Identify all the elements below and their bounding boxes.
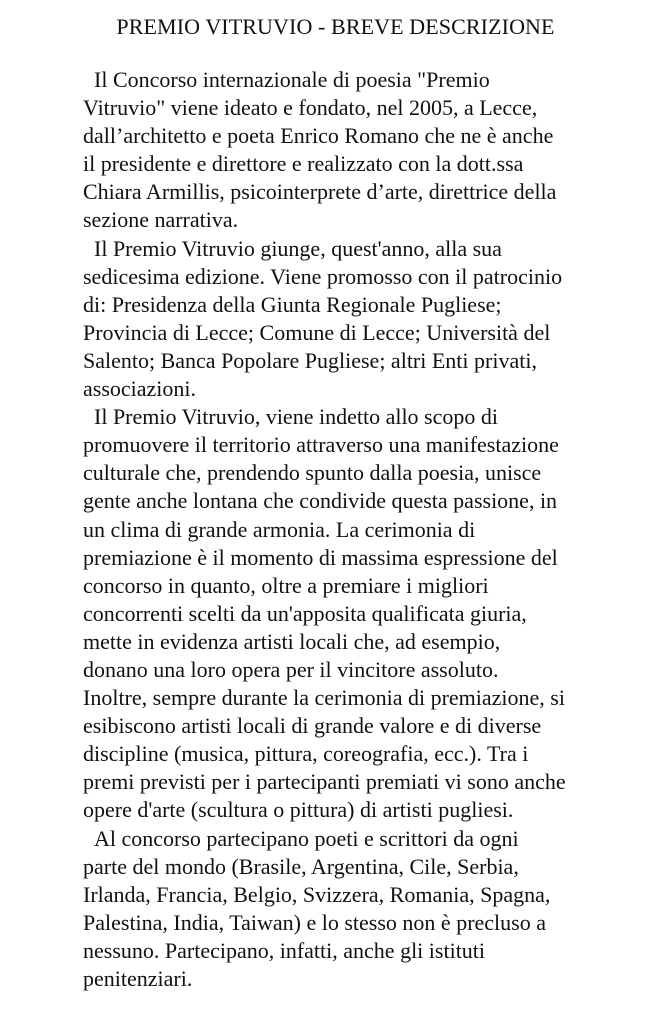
text-line: discipline (musica, pittura, coreografia, ecc.). Tra i: [83, 741, 529, 767]
text-line: di: Presidenza della Giunta Regionale Pugliese;: [83, 291, 502, 317]
text-line: sezione narrativa.: [83, 207, 239, 233]
text-line: Chiara Armillis, psicointerprete d’arte, direttrice della: [83, 179, 557, 205]
paragraph-1: [83, 66, 658, 235]
text-line: esibiscono artisti locali di grande valore e di diverse: [83, 713, 542, 739]
text-line: parte del mondo (Brasile, Argentina, Cile, Serbia,: [83, 853, 519, 879]
text-line: Irlanda, Francia, Belgio, Svizzera, Romania, Spagna,: [83, 881, 551, 907]
text-line: mette in evidenza artisti locali che, ad esempio,: [83, 628, 501, 654]
text-line: dall’architetto e poeta Enrico Romano che ne è anche: [83, 123, 554, 149]
text-line: sedicesima edizione. Viene promosso con il patrocinio: [83, 263, 563, 289]
text-line: Al concorso partecipano poeti e scrittori da ogni: [94, 825, 519, 851]
text-line: penitenziari.: [83, 966, 193, 991]
text-line: concorso in quanto, oltre a premiare i migliori: [83, 572, 489, 598]
text-line: opere d'arte (scultura o pittura) di artisti pugliesi.: [83, 797, 514, 823]
text-line: Provincia di Lecce; Comune di Lecce; Università del: [83, 319, 551, 345]
text-line: concorrenti scelti da un'apposita qualificata giuria,: [83, 600, 527, 626]
text-line: premi previsti per i partecipanti premiati vi sono anche: [83, 769, 566, 795]
text-line: associazioni.: [83, 376, 197, 402]
text-line: Salento; Banca Popolare Pugliese; altri Enti privati,: [83, 347, 537, 373]
text-line: Palestina, India, Taiwan) e lo stesso non è precluso a: [83, 909, 546, 935]
text-line: premiazione è il momento di massima espressione del: [83, 544, 558, 570]
text-line: il presidente e direttore e realizzato con la dott.ssa: [83, 151, 524, 177]
document-body: [83, 66, 658, 993]
paragraph-2: [83, 235, 658, 404]
text-line: Il Premio Vitruvio, viene indetto allo scopo di: [94, 404, 498, 430]
text-line: donano una loro opera per il vincitore assoluto.: [83, 656, 499, 682]
text-line: Inoltre, sempre durante la cerimonia di premiazione, si: [83, 685, 565, 711]
paragraph-3: [83, 403, 658, 824]
text-line: nessuno. Partecipano, infatti, anche gli istituti: [83, 937, 486, 963]
document-title: PREMIO VITRUVIO - BREVE DESCRIZIONE: [116, 14, 555, 39]
text-line: Il Premio Vitruvio giunge, quest'anno, alla sua: [94, 235, 502, 261]
text-line: Vitruvio" viene ideato e fondato, nel 2005, a Lecce,: [83, 95, 538, 121]
text-line: gente anche lontana che condivide questa passione, in: [83, 488, 558, 514]
text-line: un clima di grande armonia. La cerimonia di: [83, 516, 476, 542]
text-line: culturale che, prendendo spunto dalla poesia, unisce: [83, 460, 542, 486]
text-line: Il Concorso internazionale di poesia "Premio: [94, 67, 490, 92]
text-line: promuovere il territorio attraverso una manifestazione: [83, 432, 559, 458]
paragraph-4: [83, 825, 658, 994]
